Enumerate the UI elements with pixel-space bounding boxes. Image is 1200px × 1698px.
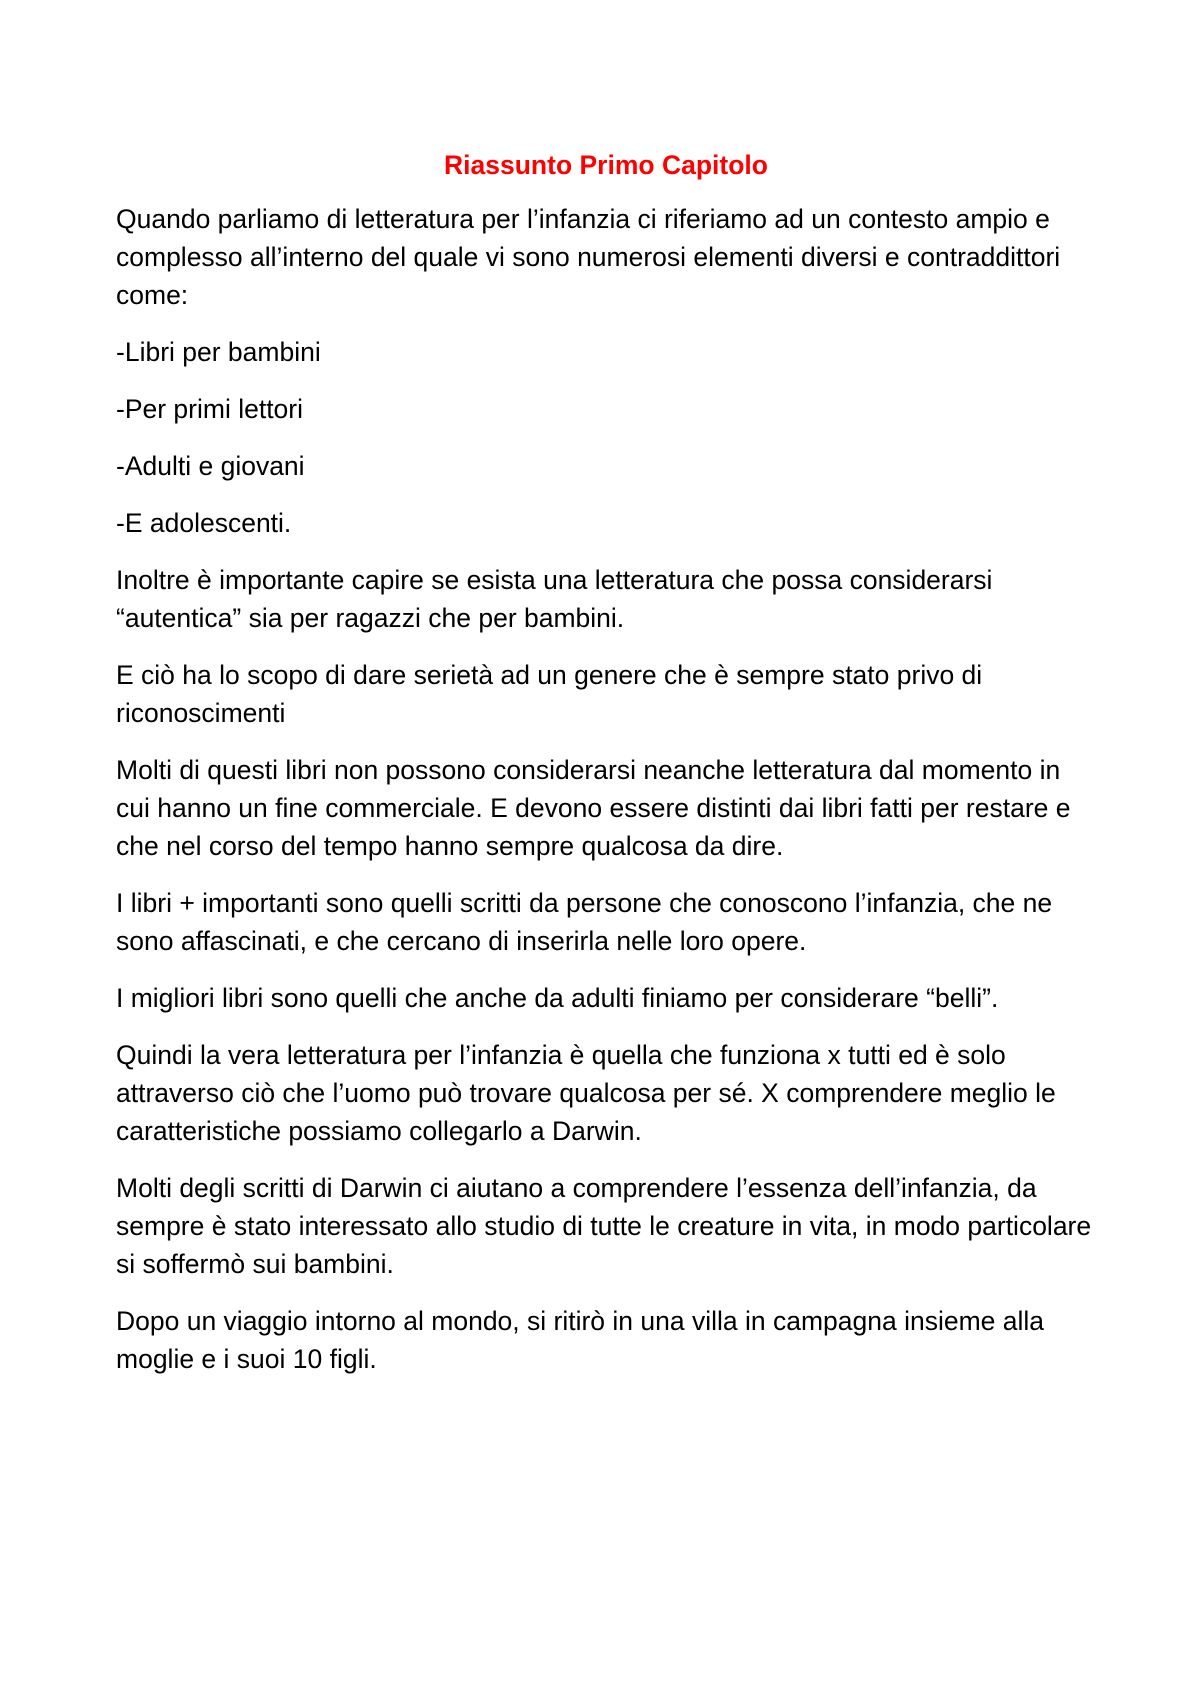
paragraph: Dopo un viaggio intorno al mondo, si ritirò in una villa in campagna insieme alla moglie e i suoi 10 figli.	[116, 1306, 1045, 1374]
paragraph: Molti degli scritti di Darwin ci aiutano a comprendere l’essenza dell’infanzia, da sempre è stato interessato allo studio di tutte le creature in vita, in modo particolare si soffermò sui bambini.	[116, 1173, 1092, 1279]
paragraph-intro: Quando parliamo di letteratura per l’infanzia ci riferiamo ad un contesto ampio e complesso all’interno del quale vi sono numerosi elementi diversi e contraddittori come:	[116, 204, 1061, 310]
document-title: Riassunto Primo Capitolo	[444, 150, 768, 180]
paragraph: Molti di questi libri non possono considerarsi neanche letteratura dal momento in cui hanno un fine commerciale. E devono essere distinti dai libri fatti per restare e che nel corso del tempo hanno sempre qualcosa da dire.	[116, 755, 1071, 861]
list-item: -E adolescenti.	[116, 508, 292, 538]
document-body	[116, 146, 1096, 1397]
list-item: -Per primi lettori	[116, 394, 304, 424]
paragraph: I migliori libri sono quelli che anche da adulti finiamo per considerare “belli”.	[116, 983, 999, 1013]
list-item: -Adulti e giovani	[116, 451, 305, 481]
paragraph: Inoltre è importante capire se esista una letteratura che possa considerarsi “autentica” sia per ragazzi che per bambini.	[116, 565, 993, 633]
list-item: -Libri per bambini	[116, 337, 321, 367]
paragraph: E ciò ha lo scopo di dare serietà ad un genere che è sempre stato privo di riconoscimenti	[116, 660, 983, 728]
paragraph: Quindi la vera letteratura per l’infanzia è quella che funziona x tutti ed è solo attraverso ciò che l’uomo può trovare qualcosa per sé. X comprendere meglio le caratteristiche possiamo collegarlo a Darwin.	[116, 1040, 1056, 1146]
paragraph: I libri + importanti sono quelli scritti da persone che conoscono l’infanzia, che ne sono affascinati, e che cercano di inserirla nelle loro opere.	[116, 888, 1053, 956]
